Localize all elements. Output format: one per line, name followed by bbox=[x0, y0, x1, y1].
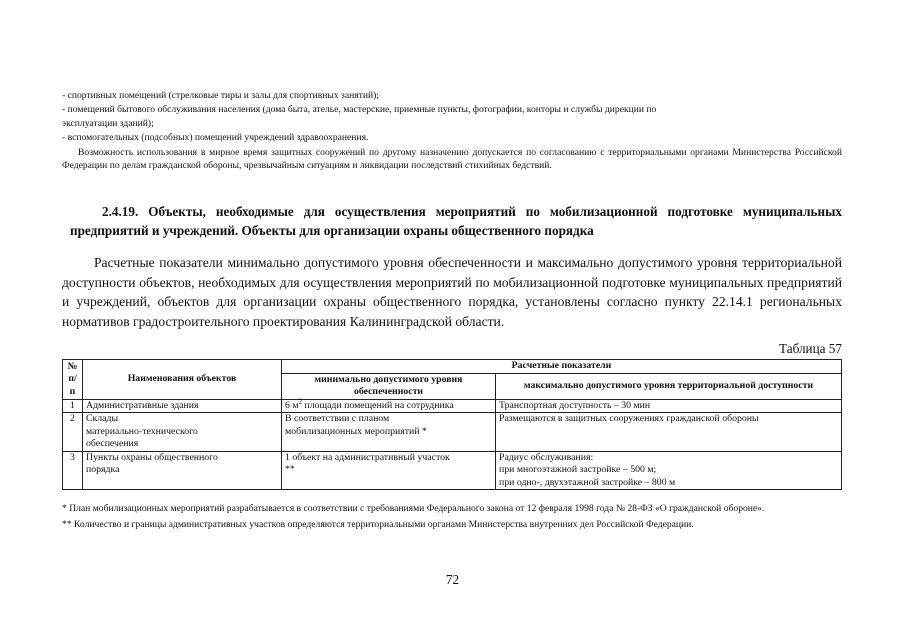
row-min-sup: 2 bbox=[298, 397, 303, 406]
row-min-line: ** bbox=[285, 464, 295, 475]
row-min-line: 1 объект на административный участок bbox=[285, 451, 450, 463]
table-row bbox=[63, 413, 842, 452]
indicators-table bbox=[62, 359, 842, 490]
row-max-value: Размещаются в защитных сооружениях гражданской обороны bbox=[496, 413, 842, 452]
header-max-level: максимально допустимого уровня территориальной доступности bbox=[496, 373, 842, 399]
row-object-name bbox=[83, 451, 282, 490]
row-object-name-line: материально-технического bbox=[86, 425, 198, 437]
header-indicators-group: Расчетные показатели bbox=[282, 360, 842, 374]
row-object-name-line: обеспечения bbox=[86, 438, 139, 449]
footnote-mobilization-plan: * План мобилизационных мероприятий разрабатывается в соответствии с требованиями Федерального закона от 12 февраля 1998 года № 28-ФЗ «О гражданской обороне». bbox=[62, 503, 765, 514]
row-min-value bbox=[282, 399, 496, 413]
row-object-name bbox=[83, 413, 282, 452]
table-caption: Таблица 57 bbox=[779, 341, 842, 356]
row-min-prefix: 6 м bbox=[285, 399, 299, 411]
table-row bbox=[63, 451, 842, 490]
row-min-line: В соответствии с планом bbox=[285, 413, 390, 424]
row-object-name: Административные здания bbox=[83, 399, 282, 413]
list-item-sports: - спортивных помещений (стрелковые тиры и залы для спортивных занятий); bbox=[62, 90, 379, 101]
row-max-line: при многоэтажной застройке – 500 м; bbox=[499, 464, 657, 475]
footnote-admin-districts: ** Количество и границы административных участков определяются территориальными органами Министерства внутренних дел Российской Федерации. bbox=[62, 519, 694, 530]
header-min-level: минимально допустимого уровня обеспеченности bbox=[282, 373, 496, 399]
list-item-healthcare: - вспомогательных (подсобных) помещений учреждений здравоохранения. bbox=[62, 132, 369, 143]
table-row bbox=[63, 399, 842, 413]
row-min-value bbox=[282, 451, 496, 490]
header-num: № п/п bbox=[63, 360, 83, 400]
row-num: 2 bbox=[63, 413, 83, 452]
list-item-household-services-cont: эксплуатации зданий); bbox=[62, 118, 154, 129]
row-max-value bbox=[496, 451, 842, 490]
section-intro-paragraph: Расчетные показатели минимально допустимого уровня обеспеченности и максимально допустимого уровня территориальной доступности объектов, необходимых для осуществления мероприятий по мобилизационной подготовке муниципальных предприятий и учреждений, объектов для организации охраны общественного порядка, установлены согласно пункту 22.14.1 региональных нормативов градостроительного проектирования Калининградской области. bbox=[62, 255, 842, 329]
row-max-line: при одно-, двухэтажной застройке – 800 м bbox=[499, 476, 676, 488]
row-num: 1 bbox=[63, 399, 83, 413]
footnotes bbox=[62, 502, 842, 534]
row-object-name-line: Пункты охраны общественного bbox=[86, 451, 218, 463]
row-max-value: Транспортная доступность – 30 мин bbox=[496, 399, 842, 413]
page-number: 72 bbox=[445, 572, 460, 587]
header-object-name: Наименования объектов bbox=[83, 360, 282, 400]
table-header-row bbox=[63, 360, 842, 374]
row-object-name-line: порядка bbox=[86, 464, 120, 475]
section-title: 2.4.19. Объекты, необходимые для осуществления мероприятий по мобилизационной подготовке муниципальных предприятий и учреждений. Объекты для организации охраны общественного порядка bbox=[70, 204, 842, 238]
row-num: 3 bbox=[63, 451, 83, 490]
row-min-line: мобилизационных мероприятий * bbox=[285, 425, 427, 437]
list-item-household-services: - помещений бытового обслуживания населения (дома быта, ателье, мастерские, приемные пункты, фотографии, конторы и службы дирекции по bbox=[62, 104, 657, 115]
peacetime-use-paragraph: Возможность использования в мирное время защитных сооружений по другому назначению допускается по согласованию с территориальными органами Министерства Российской Федерации по делам гражданской обороны, чрезвычайным ситуациям и ликвидации последствий стихийных бедствий. bbox=[62, 147, 842, 171]
row-object-name-line: Склады bbox=[86, 413, 119, 424]
row-max-line: Радиус обслуживания: bbox=[499, 451, 594, 463]
row-min-value bbox=[282, 413, 496, 452]
row-min-suffix: площади помещений на сотрудника bbox=[302, 399, 454, 411]
